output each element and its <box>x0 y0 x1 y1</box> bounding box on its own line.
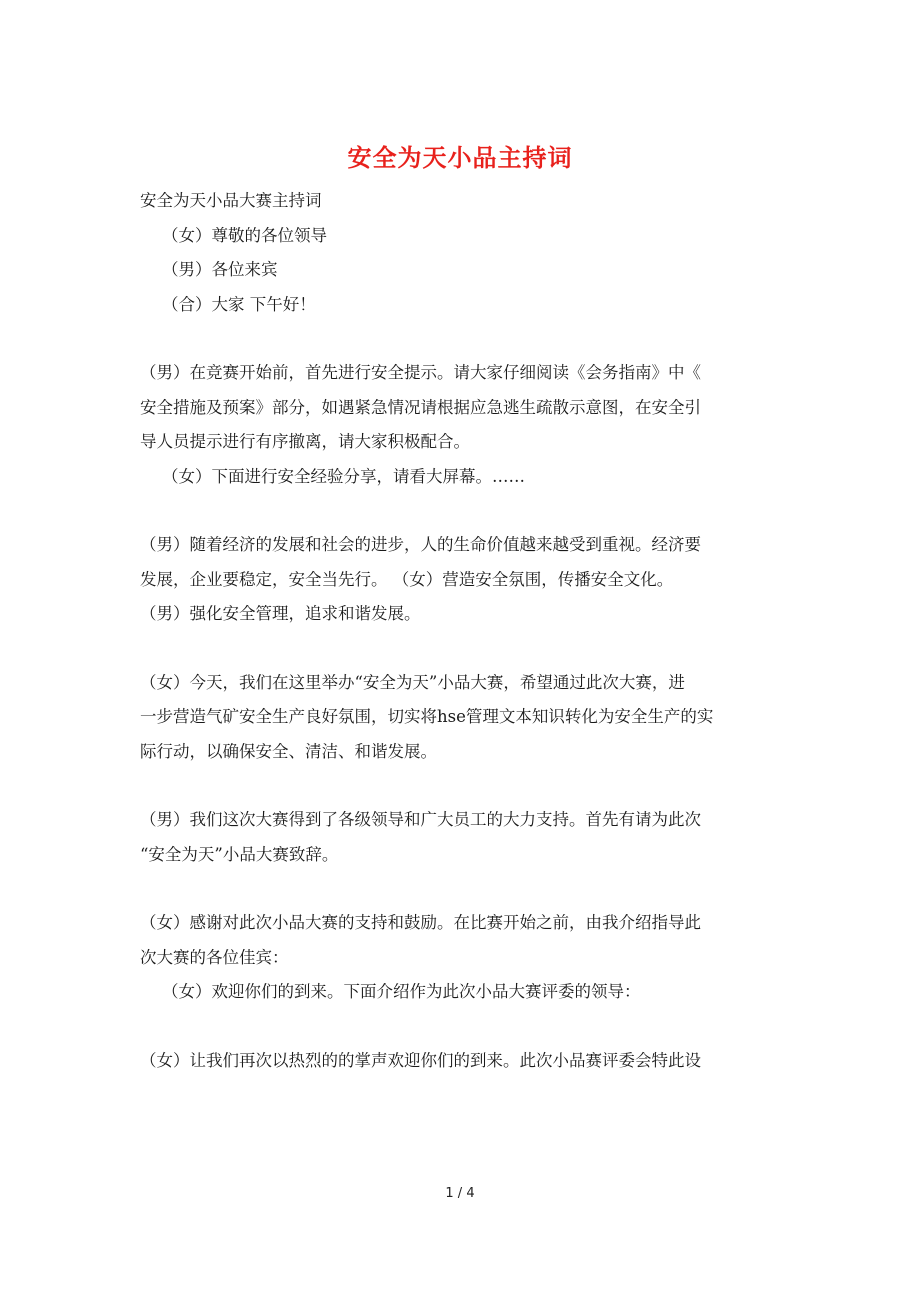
subtitle-line: 安全为天小品大赛主持词 <box>140 191 322 210</box>
dialogue-line: （男）各位来宾 <box>162 260 278 279</box>
dialogue-line: （男）强化安全管理，追求和谐发展。 <box>140 604 421 623</box>
paragraph-gap <box>140 494 780 528</box>
dialogue-line: 发展，企业要稳定，安全当先行。 （女）营造安全氛围，传播安全文化。 <box>140 569 674 589</box>
dialogue-line: 安全措施及预案》部分，如遇紧急情况请根据应急逃生疏散示意图，在安全引 <box>140 397 701 417</box>
dialogue-line: （合）大家 下午好！ <box>162 294 316 314</box>
dialogue-line: （女）欢迎你们的到来。下面介绍作为此次小品大赛评委的领导： <box>162 982 641 1001</box>
dialogue-line: （女）下面进行安全经验分享，请看大屏幕。…… <box>162 466 525 486</box>
dialogue-line: 一步营造气矿安全生产良好氛围，切实将hse管理文本知识转化为安全生产的实 <box>140 707 714 726</box>
dialogue-line: （男）随着经济的发展和社会的进步，人的生命价值越来越受到重视。经济要 <box>140 535 701 554</box>
paragraph-gap <box>140 872 780 906</box>
dialogue-line: （女）尊敬的各位领导 <box>162 225 327 245</box>
paragraph-gap <box>140 1010 780 1044</box>
document-title: 安全为天小品主持词 <box>347 143 573 172</box>
document-body <box>140 184 780 1078</box>
page-number: 1 / 4 <box>445 1186 475 1201</box>
dialogue-line: （女）感谢对此次小品大赛的支持和鼓励。在比赛开始之前，由我介绍指导此 <box>140 913 701 932</box>
dialogue-line: 际行动，以确保安全、清洁、和谐发展。 <box>140 741 437 761</box>
dialogue-line: （女）今天，我们在这里举办“安全为天”小品大赛，希望通过此次大赛，进 <box>140 672 685 692</box>
dialogue-line: 导人员提示进行有序撤离，请大家积极配合。 <box>140 432 470 451</box>
dialogue-line: （男）我们这次大赛得到了各级领导和广大员工的大力支持。首先有请为此次 <box>140 810 701 829</box>
paragraph-gap <box>140 322 780 356</box>
dialogue-line: 次大赛的各位佳宾： <box>140 947 289 967</box>
paragraph-gap <box>140 769 780 803</box>
dialogue-line: “安全为天”小品大赛致辞。 <box>140 844 339 864</box>
dialogue-line: （男）在竞赛开始前，首先进行安全提示。请大家仔细阅读《会务指南》中《 <box>140 363 701 382</box>
paragraph-gap <box>140 632 780 666</box>
dialogue-line: （女）让我们再次以热烈的的掌声欢迎你们的到来。此次小品赛评委会特此设 <box>140 1050 701 1070</box>
